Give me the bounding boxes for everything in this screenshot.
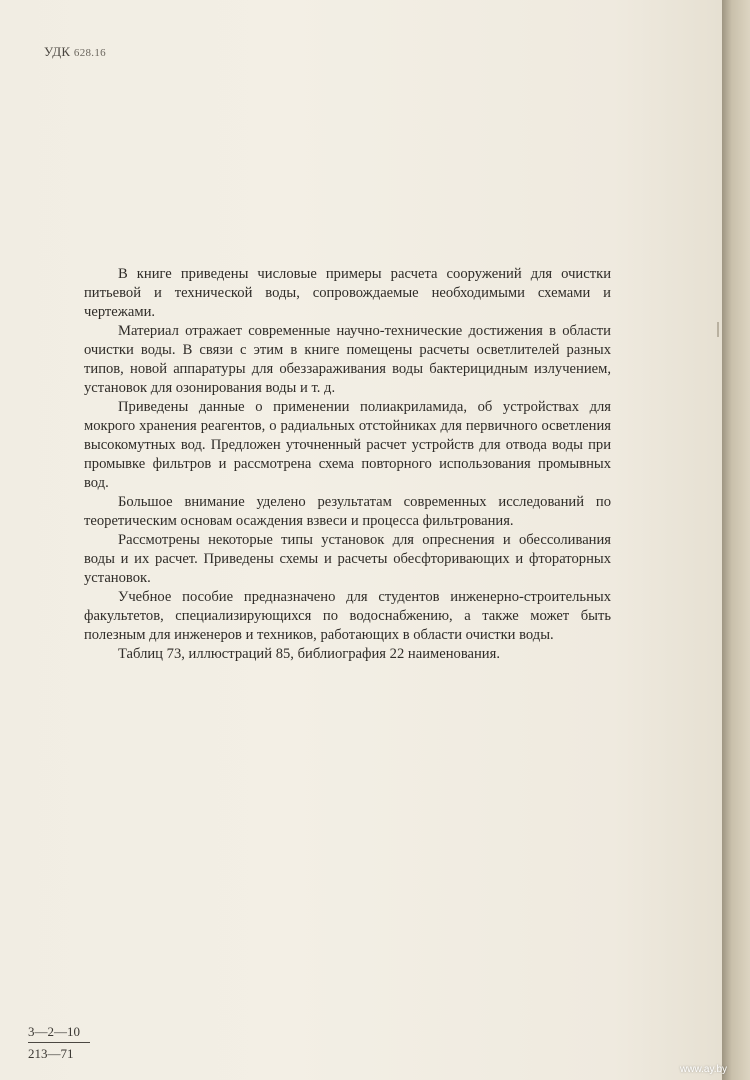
page-edge-shadow [722,0,750,1080]
site-watermark: www.ay.by [680,1064,728,1075]
annotation-paragraph-2: Материал отражает современные научно-технические достижения в области очистки воды. В связи с этим в книге помещены расчеты осветлителей разных типов, новой аппаратуры для обеззараживания воды бактерицидным излучением, установок для озонирования воды и т. д. [84,323,611,396]
code-denominator: 213—71 [28,1046,74,1061]
publisher-codes [28,1024,90,1062]
annotation-paragraph-5: Рассмотрены некоторые типы установок для опреснения и обессоливания воды и их расчет. Приведены схемы и расчеты обесфторивающих и фтораторных установок. [84,532,611,586]
code-numerator: 3—2—10 [28,1024,90,1043]
udk-label: УДК [44,44,71,59]
annotation-paragraph-6: Учебное пособие предназначено для студентов инженерно-строительных факультетов, специализирующихся по водоснабжению, а также может быть полезным для инженеров и техников, работающих в области очистки воды. [84,589,611,643]
udk-code [44,44,106,60]
annotation-paragraph-1: В книге приведены числовые примеры расчета сооружений для очистки питьевой и технической воды, сопровождаемые необходимыми схемами и чертежами. [84,266,611,320]
annotation-paragraph-3: Приведены данные о применении полиакриламида, об устройствах для мокрого хранения реагентов, о радиальных отстойниках для первичного осветления высокомутных вод. Предложен уточненный расчет устройств для отвода воды при промывке фильтров и рассмотрена схема повторного использования промывных вод. [84,399,611,491]
annotation-paragraph-4: Большое внимание уделено результатам современных исследований по теоретическим основам осаждения взвеси и процесса фильтрования. [84,494,611,529]
annotation-summary: Таблиц 73, иллюстраций 85, библиография 22 наименования. [118,646,500,662]
udk-number: 628.16 [73,47,106,59]
annotation-text [84,265,611,664]
page-edge-mark [717,322,719,337]
